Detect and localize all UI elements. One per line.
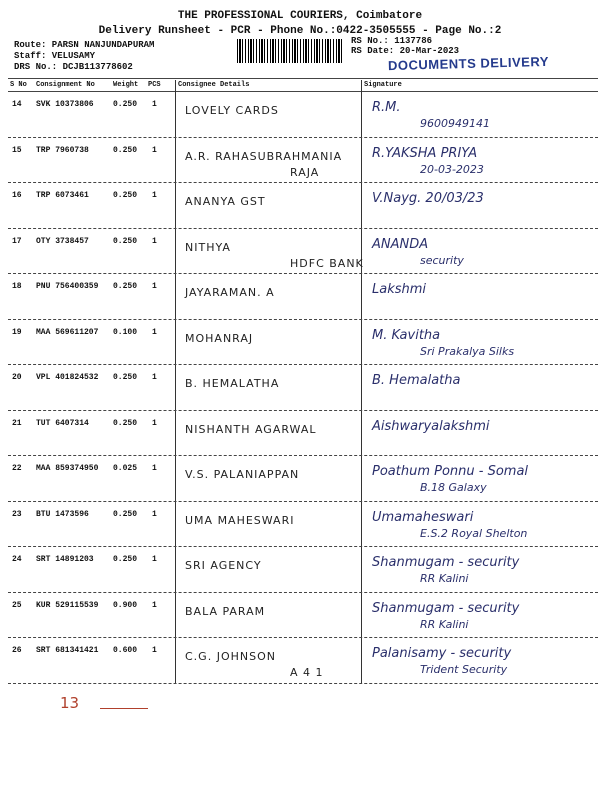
row-weight: 0.250 <box>113 282 138 291</box>
footer-count-note: 13 <box>60 694 80 712</box>
drs-number: DRS No.: DCJB113778602 <box>14 62 133 72</box>
header-top-line <box>8 78 598 79</box>
footer-underline <box>100 708 148 709</box>
row-divider <box>8 546 598 547</box>
row-sno: 19 <box>12 327 22 337</box>
row-signature-line: Shanmugam - security <box>372 600 520 616</box>
rs-date: RS Date: 20-Mar-2023 <box>351 46 460 56</box>
row-weight: 0.250 <box>113 509 138 519</box>
col-header-consignee: Consignee Details <box>178 81 250 89</box>
row-signature-line: Shanmugam - security <box>372 555 520 570</box>
row-signature-line: B. Hemalatha <box>372 373 461 388</box>
row-signature-line: Trident Security <box>420 663 508 676</box>
row-consignee-line: B. HEMALATHA <box>185 377 280 390</box>
row-consignee-line: ANANYA GST <box>185 195 266 208</box>
row-signature-line: B.18 Galaxy <box>420 481 487 494</box>
column-divider <box>175 80 176 684</box>
row-consignment-no: MAA 859374950 <box>36 464 99 473</box>
row-sno: 21 <box>12 418 22 428</box>
row-weight: 0.100 <box>113 327 138 337</box>
row-sno: 18 <box>12 282 22 291</box>
runsheet-title: Delivery Runsheet - PCR - Phone No.:0422-3505555 - Page No.:2 <box>98 25 502 37</box>
row-consignee-line: LOVELY CARDS <box>185 104 279 117</box>
row-sno: 26 <box>12 646 22 655</box>
row-sno: 25 <box>12 600 22 610</box>
row-divider <box>8 137 598 138</box>
row-pcs: 1 <box>152 418 157 428</box>
row-divider <box>8 319 598 320</box>
row-signature-line: ANANDA <box>372 236 429 252</box>
row-divider <box>8 228 598 229</box>
row-signature-line: RR Kalini <box>420 572 469 585</box>
row-signature-line: Palanisamy - security <box>372 646 512 661</box>
row-divider <box>8 182 598 183</box>
row-signature-line: R.M. <box>372 100 401 115</box>
row-consignment-no: PNU 756400359 <box>36 282 99 291</box>
barcode <box>237 39 344 63</box>
row-pcs: 1 <box>152 236 157 246</box>
col-header-consignment: Consignment No <box>36 81 95 89</box>
documents-delivery-stamp: DOCUMENTS DELIVERY <box>387 53 550 74</box>
route-label: Route: PARSN NANJUNDAPURAM <box>14 40 155 50</box>
row-signature-line: Aishwaryalakshmi <box>372 418 490 434</box>
row-weight: 0.250 <box>113 236 138 246</box>
row-signature-line: Umamaheswari <box>372 509 474 525</box>
row-pcs: 1 <box>152 145 157 155</box>
row-weight: 0.250 <box>113 418 138 428</box>
row-consignee-line: A.R. RAHASUBRAHMANIA <box>185 149 343 163</box>
row-pcs: 1 <box>152 373 157 382</box>
row-divider <box>8 455 598 456</box>
row-divider <box>8 273 598 274</box>
row-consignment-no: BTU 1473596 <box>36 509 89 519</box>
row-weight: 0.600 <box>113 646 138 655</box>
row-signature-line: 9600949141 <box>420 117 490 130</box>
header-bottom-line <box>8 91 598 92</box>
row-signature-line: V.Nayg. 20/03/23 <box>372 191 484 206</box>
row-consignment-no: TUT 6407314 <box>36 418 89 428</box>
row-consignment-no: TRP 7960738 <box>36 145 89 155</box>
row-sno: 20 <box>12 373 22 382</box>
row-signature-line: security <box>420 253 464 267</box>
row-consignment-no: VPL 401824532 <box>36 373 99 382</box>
row-consignment-no: SRT 14891203 <box>36 555 94 564</box>
column-divider <box>361 80 362 684</box>
row-pcs: 1 <box>152 509 157 519</box>
row-weight: 0.250 <box>113 100 138 109</box>
row-divider <box>8 637 598 638</box>
row-signature-line: Sri Prakalya Silks <box>420 344 515 358</box>
row-consignee-line: SRI AGENCY <box>185 559 262 572</box>
row-signature-line: 20-03-2023 <box>420 162 484 176</box>
col-header-pcs: PCS <box>148 81 161 89</box>
row-sno: 22 <box>12 464 22 473</box>
row-sno: 14 <box>12 100 22 109</box>
row-consignee-line: JAYARAMAN. A <box>185 286 275 299</box>
row-sno: 23 <box>12 509 22 519</box>
row-signature-line: R.YAKSHA PRIYA <box>372 145 478 161</box>
row-pcs: 1 <box>152 600 157 610</box>
row-pcs: 1 <box>152 646 157 655</box>
row-pcs: 1 <box>152 282 157 291</box>
row-consignment-no: SVK 10373806 <box>36 100 94 109</box>
row-divider <box>8 683 598 684</box>
row-pcs: 1 <box>152 191 157 200</box>
row-signature-line: Poathum Ponnu - Somal <box>372 464 529 479</box>
row-consignee-line: RAJA <box>290 165 320 179</box>
row-sno: 24 <box>12 555 22 564</box>
row-weight: 0.250 <box>113 145 138 155</box>
row-consignee-line: BALA PARAM <box>185 604 266 618</box>
row-consignee-line: NISHANTH AGARWAL <box>185 422 317 436</box>
row-pcs: 1 <box>152 100 157 109</box>
row-consignment-no: TRP 6073461 <box>36 191 89 200</box>
row-weight: 0.900 <box>113 600 138 610</box>
row-divider <box>8 501 598 502</box>
row-sno: 16 <box>12 191 22 200</box>
row-pcs: 1 <box>152 555 157 564</box>
row-pcs: 1 <box>152 327 157 337</box>
row-consignment-no: OTY 3738457 <box>36 236 89 246</box>
row-weight: 0.250 <box>113 191 138 200</box>
row-weight: 0.025 <box>113 464 138 473</box>
row-signature-line: Lakshmi <box>372 282 427 297</box>
row-signature-line: M. Kavitha <box>372 327 441 343</box>
row-consignee-line: UMA MAHESWARI <box>185 513 295 527</box>
row-consignment-no: MAA 569611207 <box>36 327 99 337</box>
row-consignee-line: C.G. JOHNSON <box>185 650 276 663</box>
row-sno: 15 <box>12 145 22 155</box>
row-consignee-line: HDFC BANK <box>290 256 364 270</box>
row-signature-line: RR Kalini <box>420 617 469 631</box>
company-title: THE PROFESSIONAL COURIERS, Coimbatore <box>177 10 423 22</box>
row-divider <box>8 410 598 411</box>
row-divider <box>8 592 598 593</box>
row-sno: 17 <box>12 236 22 246</box>
col-header-signature: Signature <box>364 81 402 89</box>
row-consignment-no: KUR 529115539 <box>36 600 99 610</box>
row-signature-line: E.S.2 Royal Shelton <box>420 526 528 540</box>
row-consignee-line: MOHANRAJ <box>185 331 254 345</box>
rs-number: RS No.: 1137786 <box>351 36 433 46</box>
staff-label: Staff: VELUSAMY <box>14 51 96 61</box>
row-consignee-line: A 4 1 <box>290 666 324 679</box>
row-divider <box>8 364 598 365</box>
row-weight: 0.250 <box>113 373 138 382</box>
row-consignee-line: NITHYA <box>185 240 231 254</box>
row-pcs: 1 <box>152 464 157 473</box>
col-header-sno: S No <box>10 81 27 89</box>
row-consignee-line: V.S. PALANIAPPAN <box>185 468 300 481</box>
col-header-weight: Weight <box>113 81 139 89</box>
row-weight: 0.250 <box>113 555 138 564</box>
row-consignment-no: SRT 681341421 <box>36 646 99 655</box>
